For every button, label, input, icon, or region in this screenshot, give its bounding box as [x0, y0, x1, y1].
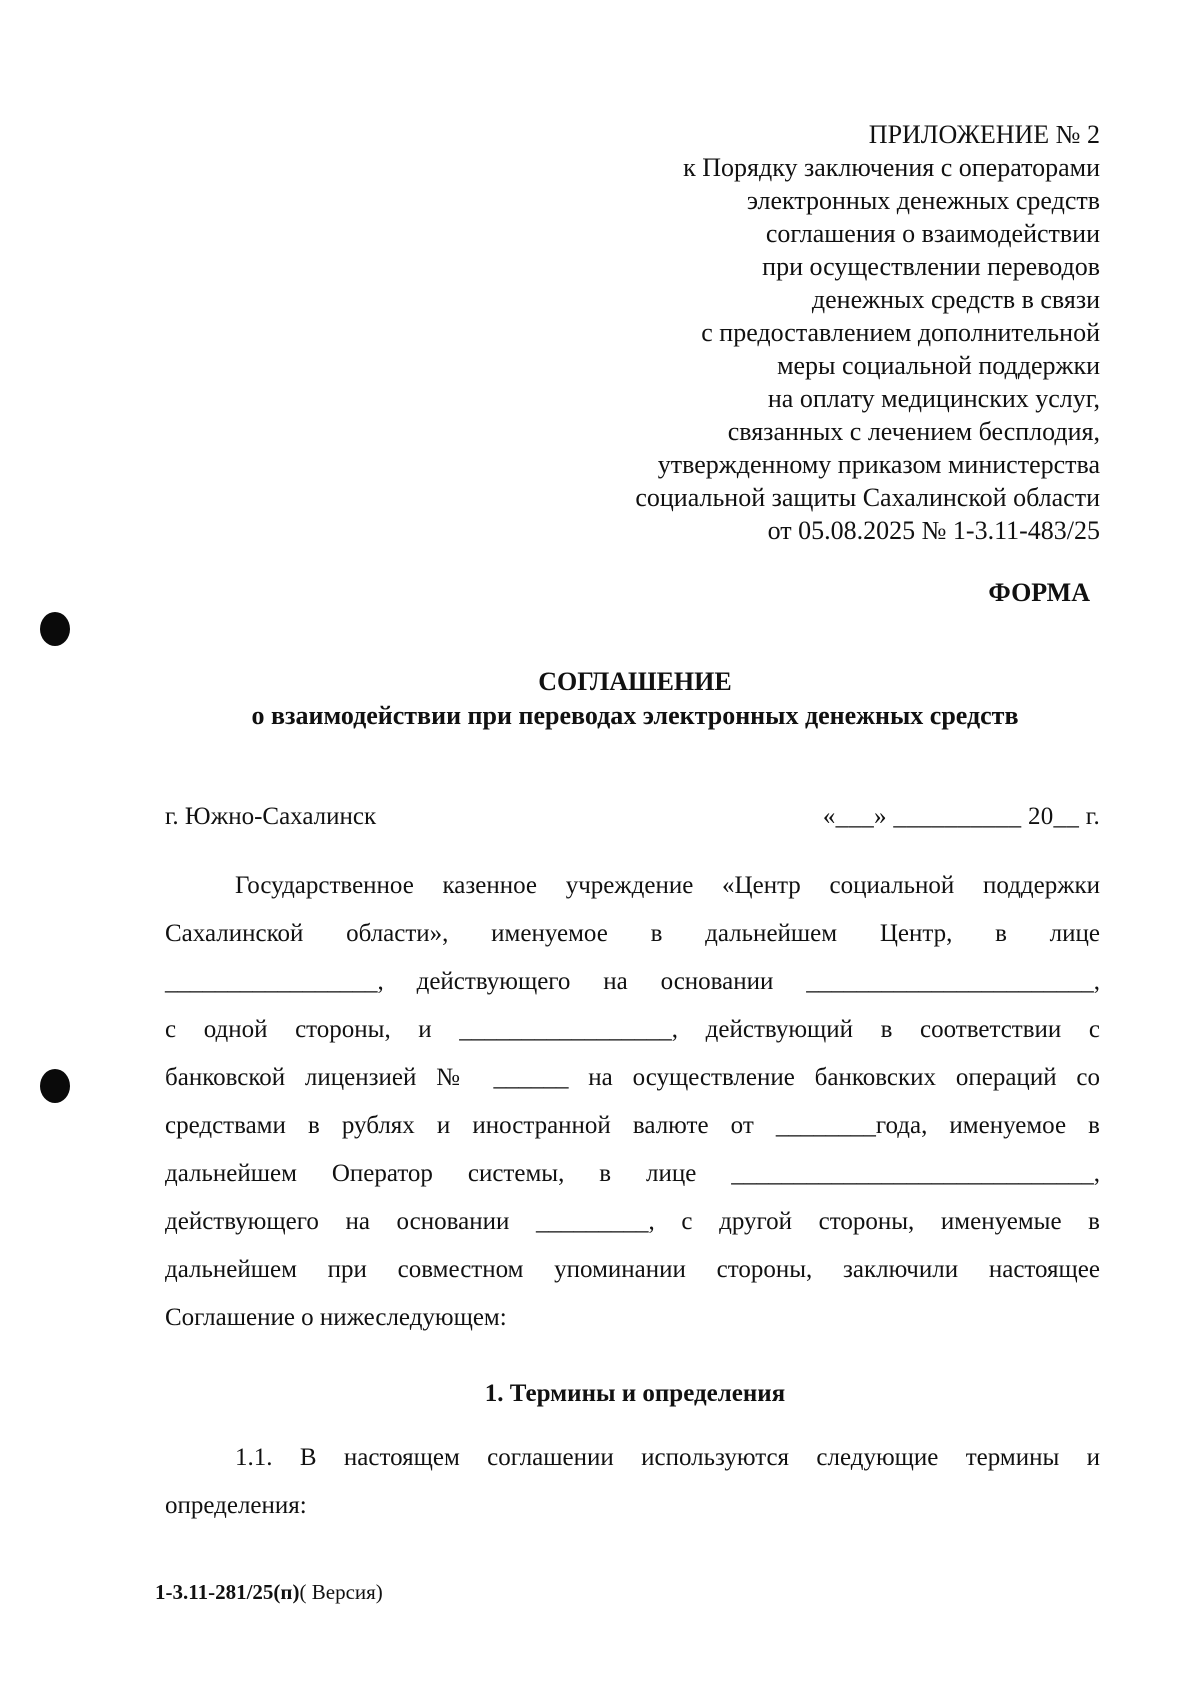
appendix-line: к Порядку заключения с операторами — [683, 153, 1100, 182]
preamble-line: с одной стороны, и _________________, действующий в соответствии с — [165, 1016, 1100, 1043]
punch-hole-top — [40, 612, 70, 646]
preamble-line: Сахалинской области», именуемое в дальнейшем Центр, в лице — [165, 920, 1100, 947]
preamble-line: _________________, действующего на основании _______________________, — [165, 968, 1100, 995]
preamble-line: Соглашение о нижеследующем: — [165, 1304, 507, 1331]
appendix-line: с предоставлением дополнительной — [701, 318, 1100, 347]
appendix-line: от 05.08.2025 № 1-3.11-483/25 — [767, 516, 1100, 545]
punch-hole-bottom — [40, 1069, 70, 1103]
preamble-line: средствами в рублях и иностранной валюте от ________года, именуемое в — [165, 1112, 1100, 1139]
place-of-signing: г. Южно-Сахалинск — [165, 803, 377, 830]
preamble-line: банковской лицензией № ______ на осуществление банковских операций со — [165, 1064, 1100, 1091]
form-label: ФОРМА — [988, 578, 1090, 607]
appendix-line: утвержденному приказом министерства — [657, 450, 1100, 479]
appendix-header — [635, 118, 1100, 547]
clause-1-1 — [165, 1434, 1100, 1530]
preamble-line: дальнейшем при совместном упоминании стороны, заключили настоящее — [165, 1256, 1100, 1283]
document-title — [0, 665, 1200, 733]
doc-number: 1-3.11-281/25(п) — [155, 1580, 300, 1604]
preamble-line: действующего на основании _________, с другой стороны, именуемые в — [165, 1208, 1100, 1235]
footer — [155, 1580, 383, 1605]
appendix-line: соглашения о взаимодействии — [765, 219, 1100, 248]
appendix-line: на оплату медицинских услуг, — [767, 384, 1100, 413]
appendix-line: ПРИЛОЖЕНИЕ № 2 — [868, 120, 1100, 149]
title-subtitle: о взаимодействии при переводах электронных денежных средств — [251, 701, 1019, 730]
appendix-line: социальной защиты Сахалинской области — [635, 483, 1100, 512]
preamble-line: дальнейшем Оператор системы, в лице _____________________________, — [165, 1160, 1100, 1187]
appendix-line: денежных средств в связи — [811, 285, 1100, 314]
appendix-line: связанных с лечением бесплодия, — [727, 417, 1100, 446]
appendix-line: электронных денежных средств — [746, 186, 1100, 215]
section-heading: 1. Термины и определения — [484, 1380, 786, 1407]
date-blank: «___» __________ 20__ г. — [822, 803, 1100, 830]
clause-line: 1.1. В настоящем соглашении используются следующие термины и — [235, 1444, 1100, 1471]
appendix-line: меры социальной поддержки — [777, 351, 1100, 380]
doc-version: ( Версия) — [299, 1580, 383, 1604]
title-main: СОГЛАШЕНИЕ — [538, 667, 732, 696]
preamble-line: Государственное казенное учреждение «Центр социальной поддержки — [235, 872, 1100, 899]
preamble — [165, 862, 1100, 1342]
appendix-line: при осуществлении переводов — [762, 252, 1100, 281]
clause-line: определения: — [165, 1492, 307, 1519]
